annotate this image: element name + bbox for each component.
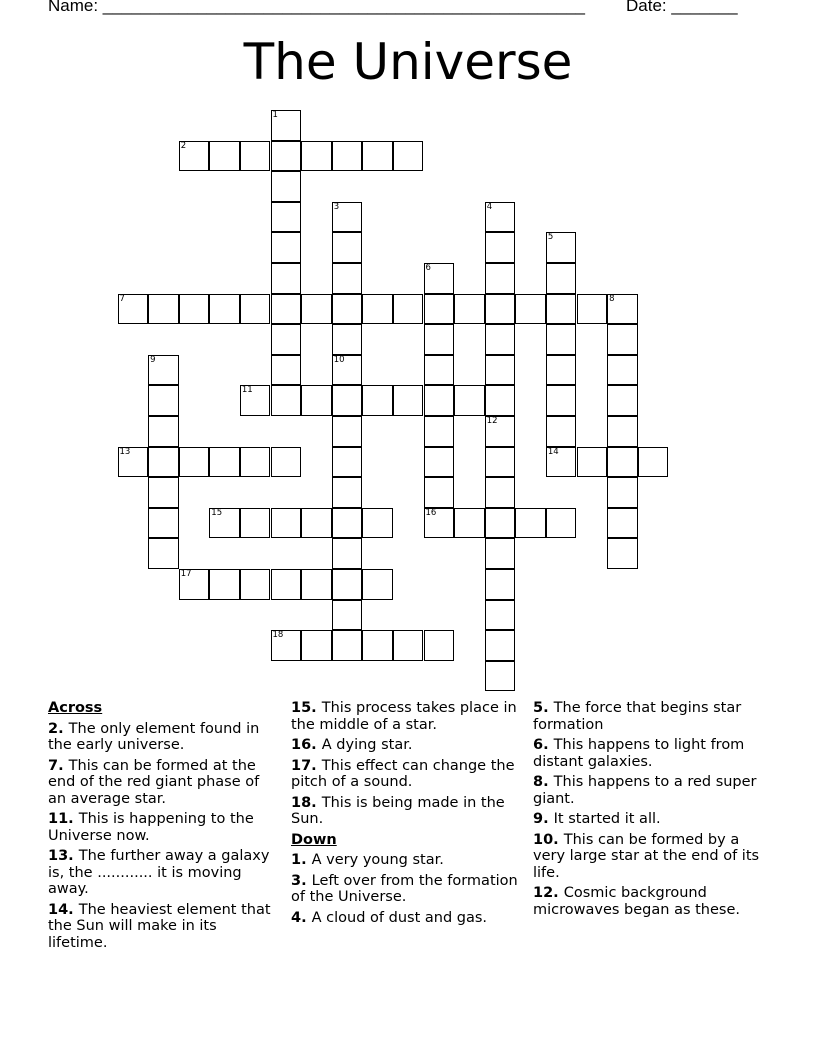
clue-item-number: 5. bbox=[533, 700, 554, 716]
clue-item-text: A very young star. bbox=[311, 852, 444, 868]
grid-cell[interactable] bbox=[424, 630, 455, 661]
clue-number: 1 bbox=[272, 110, 278, 120]
grid-cell[interactable] bbox=[271, 141, 302, 172]
clue-number: 7 bbox=[119, 293, 125, 304]
grid-cell[interactable] bbox=[485, 202, 516, 233]
clue-item-number: 2. bbox=[48, 720, 69, 737]
clue-item bbox=[533, 885, 763, 918]
grid-cell[interactable] bbox=[332, 477, 363, 508]
clue-number: 5 bbox=[547, 232, 554, 243]
clue-item-text: This is happening to the Universe now. bbox=[48, 811, 254, 844]
grid-cell[interactable] bbox=[332, 569, 363, 600]
grid-cell[interactable] bbox=[301, 294, 332, 325]
clue-item bbox=[533, 700, 763, 733]
across-heading: Across bbox=[48, 700, 103, 716]
grid-cell[interactable] bbox=[362, 294, 393, 325]
grid-cell[interactable] bbox=[515, 508, 546, 539]
name-field-label[interactable]: Name: ___________________________________________________ bbox=[48, 0, 585, 15]
grid-cell[interactable] bbox=[332, 630, 363, 661]
grid-cell[interactable] bbox=[546, 416, 577, 447]
clue-item-number: 7. bbox=[48, 757, 69, 774]
grid-cell[interactable] bbox=[485, 569, 516, 600]
grid-cell[interactable] bbox=[607, 385, 638, 416]
grid-cell[interactable] bbox=[424, 477, 455, 508]
grid-cell[interactable] bbox=[271, 171, 302, 202]
clue-item bbox=[48, 848, 278, 898]
clue-number: 13 bbox=[119, 446, 131, 457]
grid-cell[interactable] bbox=[179, 447, 210, 478]
clue-number: 9 bbox=[150, 354, 156, 365]
grid-cell[interactable] bbox=[485, 508, 516, 539]
clue-number: 8 bbox=[609, 293, 615, 304]
grid-cell[interactable] bbox=[240, 294, 271, 325]
clue-item-number: 17. bbox=[291, 757, 322, 774]
clue-number: 12 bbox=[486, 416, 498, 426]
grid-cell[interactable] bbox=[546, 294, 577, 325]
grid-cell[interactable] bbox=[209, 141, 240, 172]
grid-cell[interactable] bbox=[577, 294, 608, 325]
grid-cell[interactable] bbox=[393, 385, 424, 416]
clue-item bbox=[533, 832, 763, 882]
clue-item-text: This can be formed at the end of the red giant phase of an average star. bbox=[48, 757, 260, 807]
grid-cell[interactable] bbox=[179, 569, 210, 600]
grid-cell[interactable] bbox=[485, 447, 516, 478]
grid-cell[interactable] bbox=[271, 110, 302, 141]
grid-cell[interactable] bbox=[271, 630, 302, 661]
grid-cell[interactable] bbox=[240, 569, 271, 600]
grid-cell[interactable] bbox=[332, 294, 363, 325]
clue-item-text: Left over from the formation of the Universe. bbox=[291, 872, 518, 905]
grid-cell[interactable] bbox=[454, 385, 485, 416]
clue-item bbox=[533, 737, 763, 770]
clue-item-text: The heaviest element that the Sun will make in its lifetime. bbox=[48, 901, 271, 951]
grid-cell[interactable] bbox=[271, 385, 302, 416]
grid-cell[interactable] bbox=[607, 324, 638, 355]
grid-cell[interactable] bbox=[393, 141, 424, 172]
clue-item-text: A cloud of dust and gas. bbox=[311, 909, 488, 926]
clue-item-text: A dying star. bbox=[321, 737, 413, 753]
grid-cell[interactable] bbox=[301, 508, 332, 539]
clue-item bbox=[291, 758, 521, 791]
grid-cell[interactable] bbox=[546, 263, 577, 294]
grid-cell[interactable] bbox=[485, 630, 516, 661]
grid-cell[interactable] bbox=[424, 324, 455, 355]
grid-cell[interactable] bbox=[362, 508, 393, 539]
grid-cell[interactable] bbox=[332, 263, 363, 294]
grid-cell[interactable] bbox=[424, 263, 455, 294]
grid-cell[interactable] bbox=[454, 294, 485, 325]
clue-number: 6 bbox=[425, 263, 431, 273]
grid-cell[interactable] bbox=[485, 385, 516, 416]
grid-cell[interactable] bbox=[485, 232, 516, 263]
down-heading: Down bbox=[291, 831, 337, 848]
clue-item bbox=[48, 811, 278, 844]
grid-cell[interactable] bbox=[332, 324, 363, 355]
clue-item-number: 16. bbox=[291, 737, 322, 753]
clue-item-number: 13. bbox=[48, 848, 79, 864]
grid-cell[interactable] bbox=[271, 263, 302, 294]
clue-item-text: This can be formed by a very large star at the end of its life. bbox=[533, 831, 760, 881]
grid-cell[interactable] bbox=[271, 324, 302, 355]
grid-cell[interactable] bbox=[607, 508, 638, 539]
clue-item-text: This is being made in the Sun. bbox=[291, 794, 505, 827]
grid-cell[interactable] bbox=[332, 202, 363, 233]
grid-cell[interactable] bbox=[332, 600, 363, 631]
grid-cell[interactable] bbox=[148, 416, 179, 447]
clue-item-text: Cosmic background microwaves began as these. bbox=[533, 885, 740, 918]
grid-cell[interactable] bbox=[424, 355, 455, 386]
grid-cell[interactable] bbox=[485, 661, 516, 692]
grid-cell[interactable] bbox=[424, 416, 455, 447]
grid-cell[interactable] bbox=[393, 294, 424, 325]
grid-cell[interactable] bbox=[148, 477, 179, 508]
grid-cell[interactable] bbox=[148, 385, 179, 416]
clue-item-number: 12. bbox=[533, 885, 564, 901]
grid-cell[interactable] bbox=[179, 294, 210, 325]
grid-cell[interactable] bbox=[271, 202, 302, 233]
grid-cell[interactable] bbox=[546, 324, 577, 355]
grid-cell[interactable] bbox=[607, 477, 638, 508]
grid-cell[interactable] bbox=[485, 416, 516, 447]
down-clue-list bbox=[291, 852, 521, 926]
clues-column-2 bbox=[291, 700, 521, 930]
grid-cell[interactable] bbox=[546, 447, 577, 478]
grid-cell[interactable] bbox=[362, 630, 393, 661]
clue-item bbox=[291, 873, 521, 906]
grid-cell[interactable] bbox=[485, 477, 516, 508]
grid-cell[interactable] bbox=[607, 538, 638, 569]
clues-column-1 bbox=[48, 700, 278, 955]
grid-cell[interactable] bbox=[515, 294, 546, 325]
grid-cell[interactable] bbox=[271, 355, 302, 386]
grid-cell[interactable] bbox=[485, 355, 516, 386]
grid-cell[interactable] bbox=[209, 508, 240, 539]
grid-cell[interactable] bbox=[454, 508, 485, 539]
grid-cell[interactable] bbox=[118, 294, 149, 325]
grid-cell[interactable] bbox=[209, 569, 240, 600]
clue-item-number: 1. bbox=[291, 852, 312, 868]
clue-number: 3 bbox=[333, 201, 340, 212]
page-title: The Universe bbox=[243, 33, 573, 91]
clue-number: 17 bbox=[180, 569, 192, 579]
clue-item bbox=[291, 700, 521, 733]
grid-cell[interactable] bbox=[332, 447, 363, 478]
clue-number: 14 bbox=[547, 446, 559, 457]
clues-column-3 bbox=[533, 700, 763, 922]
clue-item-number: 9. bbox=[533, 811, 554, 827]
grid-cell[interactable] bbox=[271, 569, 302, 600]
clue-item-number: 8. bbox=[533, 774, 554, 790]
across-clue-list bbox=[48, 721, 278, 952]
grid-cell[interactable] bbox=[424, 385, 455, 416]
clue-item-text: This effect can change the pitch of a sound. bbox=[291, 757, 515, 790]
grid-cell[interactable] bbox=[638, 447, 669, 478]
clue-item bbox=[291, 795, 521, 828]
grid-cell[interactable] bbox=[332, 141, 363, 172]
grid-cell[interactable] bbox=[485, 294, 516, 325]
grid-cell[interactable] bbox=[607, 294, 638, 325]
grid-cell[interactable] bbox=[332, 508, 363, 539]
grid-cell[interactable] bbox=[118, 447, 149, 478]
grid-cell[interactable] bbox=[546, 508, 577, 539]
grid-cell[interactable] bbox=[485, 263, 516, 294]
grid-cell[interactable] bbox=[607, 416, 638, 447]
grid-cell[interactable] bbox=[240, 141, 271, 172]
grid-cell[interactable] bbox=[546, 355, 577, 386]
clue-item-number: 11. bbox=[48, 811, 79, 827]
grid-cell[interactable] bbox=[240, 385, 271, 416]
clue-number: 2 bbox=[180, 140, 187, 151]
grid-cell[interactable] bbox=[546, 232, 577, 263]
grid-cell[interactable] bbox=[301, 630, 332, 661]
grid-cell[interactable] bbox=[301, 141, 332, 172]
clue-item-number: 10. bbox=[533, 831, 564, 848]
grid-cell[interactable] bbox=[271, 508, 302, 539]
grid-cell[interactable] bbox=[424, 294, 455, 325]
grid-cell[interactable] bbox=[332, 232, 363, 263]
clue-number: 18 bbox=[272, 630, 284, 641]
clue-number: 16 bbox=[425, 507, 437, 518]
grid-cell[interactable] bbox=[209, 294, 240, 325]
clue-number: 11 bbox=[241, 385, 253, 396]
clue-item-number: 4. bbox=[291, 909, 312, 926]
clue-item-text: The further away a galaxy is, the ............ it is moving away. bbox=[48, 848, 270, 897]
grid-cell[interactable] bbox=[362, 569, 393, 600]
clue-item-number: 18. bbox=[291, 794, 322, 811]
grid-cell[interactable] bbox=[240, 508, 271, 539]
grid-cell[interactable] bbox=[301, 569, 332, 600]
clue-item bbox=[48, 721, 278, 754]
grid-cell[interactable] bbox=[271, 447, 302, 478]
clue-item bbox=[48, 758, 278, 808]
grid-cell[interactable] bbox=[424, 447, 455, 478]
grid-cell[interactable] bbox=[332, 538, 363, 569]
clue-item-text: This process takes place in the middle of a star. bbox=[291, 700, 517, 733]
clue-item-text: It started it all. bbox=[553, 811, 661, 827]
grid-cell[interactable] bbox=[577, 447, 608, 478]
grid-cell[interactable] bbox=[546, 385, 577, 416]
grid-cell[interactable] bbox=[301, 385, 332, 416]
grid-cell[interactable] bbox=[148, 294, 179, 325]
grid-cell[interactable] bbox=[332, 355, 363, 386]
clue-item-number: 14. bbox=[48, 901, 79, 918]
clue-number: 4 bbox=[486, 201, 493, 212]
grid-cell[interactable] bbox=[148, 508, 179, 539]
grid-cell[interactable] bbox=[148, 355, 179, 386]
clue-item-text: The force that begins star formation bbox=[533, 700, 742, 733]
grid-cell[interactable] bbox=[424, 508, 455, 539]
grid-cell[interactable] bbox=[607, 355, 638, 386]
grid-cell[interactable] bbox=[240, 447, 271, 478]
grid-cell[interactable] bbox=[485, 324, 516, 355]
grid-cell[interactable] bbox=[179, 141, 210, 172]
clue-item-text: This happens to light from distant galaxies. bbox=[533, 737, 745, 770]
across-clue-list-continued bbox=[291, 700, 521, 828]
grid-cell[interactable] bbox=[393, 630, 424, 661]
grid-cell[interactable] bbox=[485, 600, 516, 631]
clue-item bbox=[533, 811, 763, 828]
clue-item-number: 15. bbox=[291, 700, 322, 716]
grid-cell[interactable] bbox=[271, 294, 302, 325]
clue-item bbox=[533, 774, 763, 807]
date-field-label[interactable]: Date: _______ bbox=[626, 0, 738, 15]
clue-item-number: 3. bbox=[291, 872, 312, 889]
grid-cell[interactable] bbox=[362, 385, 393, 416]
down-clue-list-continued bbox=[533, 700, 763, 918]
grid-cell[interactable] bbox=[271, 232, 302, 263]
grid-cell[interactable] bbox=[148, 447, 179, 478]
clue-item-text: This happens to a red super giant. bbox=[533, 774, 757, 807]
clue-number: 15 bbox=[211, 507, 223, 518]
clue-item bbox=[291, 852, 521, 869]
clue-item bbox=[291, 910, 521, 927]
grid-cell[interactable] bbox=[332, 416, 363, 447]
grid-cell[interactable] bbox=[148, 538, 179, 569]
grid-cell[interactable] bbox=[607, 447, 638, 478]
grid-cell[interactable] bbox=[209, 447, 240, 478]
clue-item-number: 6. bbox=[533, 737, 554, 753]
clue-item bbox=[291, 737, 521, 754]
grid-cell[interactable] bbox=[332, 385, 363, 416]
grid-cell[interactable] bbox=[362, 141, 393, 172]
grid-cell[interactable] bbox=[485, 538, 516, 569]
clue-number: 10 bbox=[333, 354, 345, 365]
clue-item bbox=[48, 902, 278, 952]
clue-item-text: The only element found in the early universe. bbox=[48, 720, 260, 753]
